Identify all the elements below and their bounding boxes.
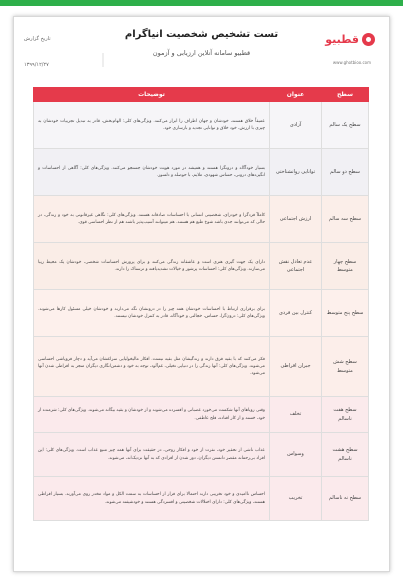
row-description: عمیقاً خلاق هستند، خودشان و جهان اطراف را ابراز می‌کنند. ویژگی‌های کلی: الهام‌بخش، قادر به تبدیل تجربیات خودشان به چیزی با ارزش، خود خلاق و توانایی تجدید و بازسازی خود. bbox=[34, 102, 270, 149]
header-divider bbox=[102, 53, 104, 67]
page-subtitle: قطبیو سامانه آنلاین ارزیابی و آزمون bbox=[152, 49, 251, 57]
page-title: تست تشخیص شخصیت انیاگرام bbox=[124, 29, 279, 40]
report-header bbox=[14, 17, 389, 77]
report-page bbox=[13, 16, 390, 572]
row-level: سطح شش متوسط bbox=[322, 337, 369, 397]
brand-site: www.ghotbioo.com bbox=[332, 60, 371, 65]
table-row bbox=[34, 102, 369, 149]
logo-icon bbox=[362, 33, 375, 46]
row-title: جبران افراطی bbox=[270, 337, 322, 397]
row-level: سطح یک سالم bbox=[322, 102, 369, 149]
row-level: سطح نه ناسالم bbox=[322, 477, 369, 521]
row-title: عدم تعادل نقش اجتماعی bbox=[270, 243, 322, 290]
row-description: دارای یک جهت گیری هنری است و عاشقانه زندگی می‌کنند و برای پرورش احساسات شخصی، خودشان یک محیط زیبا می‌سازند. ویژگی‌های کلی: احساسات پرشور و خیالات تشدیدیافته و ترسناک را دارند. bbox=[34, 243, 270, 290]
report-date: ۱۳۹۹/۱۲/۲۷ bbox=[24, 62, 49, 68]
row-title: تخلف bbox=[270, 397, 322, 433]
table-header-row bbox=[34, 88, 369, 102]
row-title: آزادی bbox=[270, 102, 322, 149]
column-header-title: عنوان bbox=[270, 88, 322, 102]
row-description: برای برقراری ارتباط با احساسات خودشان همه چیز را در درونشان نگه می‌دارند و خودشان خیلی مسئول کارها می‌شوند. ویژگی‌های کلی: درون‌گرا، حساس، خجالتی و خودآگاه، قادر به کنترل خودشان نیستند. bbox=[34, 290, 270, 337]
row-level: سطح هفت ناسالم bbox=[322, 397, 369, 433]
personality-levels-table bbox=[33, 87, 369, 521]
row-level: سطح سه سالم bbox=[322, 196, 369, 243]
table-row bbox=[34, 397, 369, 433]
brand-logo[interactable] bbox=[325, 33, 375, 46]
row-description: عذاب ناشی از تحقیر خود، نفرت از خود و افکار روحی، در حقیقت برای آنها همه چیز منبع عذاب است. ویژگی‌های کلی: این افراد بی‌رحمانه مقصر دانستن دیگران، دور شدن از افرادی که به آنها نزدیک‌اند، می‌شوند. bbox=[34, 433, 270, 477]
row-title: ارزش اجتماعی bbox=[270, 196, 322, 243]
row-level: سطح چهار متوسط bbox=[322, 243, 369, 290]
row-title: توانایی روانشناختی bbox=[270, 149, 322, 196]
column-header-level: سطح bbox=[322, 88, 369, 102]
report-date-label: تاریخ گزارش bbox=[24, 36, 51, 42]
table-row bbox=[34, 433, 369, 477]
table-row bbox=[34, 290, 369, 337]
table-row bbox=[34, 337, 369, 397]
row-title: کنترل بین فردی bbox=[270, 290, 322, 337]
row-description: احساس ناامیدی و خود تخریبی دارند احتمالا برای فرار از احساسات به سمت الکل و مواد مخدر روی می‌آورند. بسیار افراطی هستند، ویژگی‌های کلی: دارای اختلالات شخصیتی و افسردگی هستند و خودشیفته می‌شوند. bbox=[34, 477, 270, 521]
brand-name: قطبیو bbox=[325, 33, 359, 46]
row-level: سطح دو سالم bbox=[322, 149, 369, 196]
table-row bbox=[34, 243, 369, 290]
table-row bbox=[34, 196, 369, 243]
row-level: سطح پنج متوسط bbox=[322, 290, 369, 337]
row-title: وسواس bbox=[270, 433, 322, 477]
table-row bbox=[34, 149, 369, 196]
row-description: وقتی رویاهای آنها شکست می‌خورد عصبانی و افسرده می‌شوند و از خودشان و بقیه بیگانه می‌شوند. ویژگی‌های کلی: شرمنده از خود، خسته و از کار افتاده، فلج عاطفی. bbox=[34, 397, 270, 433]
row-title: تخریب bbox=[270, 477, 322, 521]
row-description: بسیار خودآگاه و درونگرا هستند و همیشه در مورد هویت خودشان جستجو می‌کنند. ویژگی‌های کلی: آگاهی از احساسات و انگیزه‌های درونی، حساس شهودی، ملایم، با حوصله و دلسوز. bbox=[34, 149, 270, 196]
table-row bbox=[34, 477, 369, 521]
row-description: کاملاً فردگرا و خودرای، شخصیتی انسانی با احساسات صادقانه هستند. ویژگی‌های کلی: نگاهی غیرقانونی به خود و زندگی، در حالی که می‌توانند جدی باشد شوخ طبع هم هستند. هم میتوانند آسیب‌پذیر باشند هم از نظر احساسی قوی. bbox=[34, 196, 270, 243]
top-accent-bar bbox=[0, 0, 403, 6]
row-level: سطح هشت ناسالم bbox=[322, 433, 369, 477]
column-header-description: توضیحات bbox=[34, 88, 270, 102]
row-description: فکر می‌کنند که با بقیه فرق دارند و زندگیشان مثل بقیه نیست. افکار مالیخولیایی سراغشان می‌آید و دچار فروپاشی احساسی می‌شوند. ویژگی‌های کلی: آنها زندگی را در دنیایی تخیلی، غم‌آلود، توجه به خود و دشمن‌انگاری دیگران منجر به افراطی شدن آنها می‌شود. bbox=[34, 337, 270, 397]
